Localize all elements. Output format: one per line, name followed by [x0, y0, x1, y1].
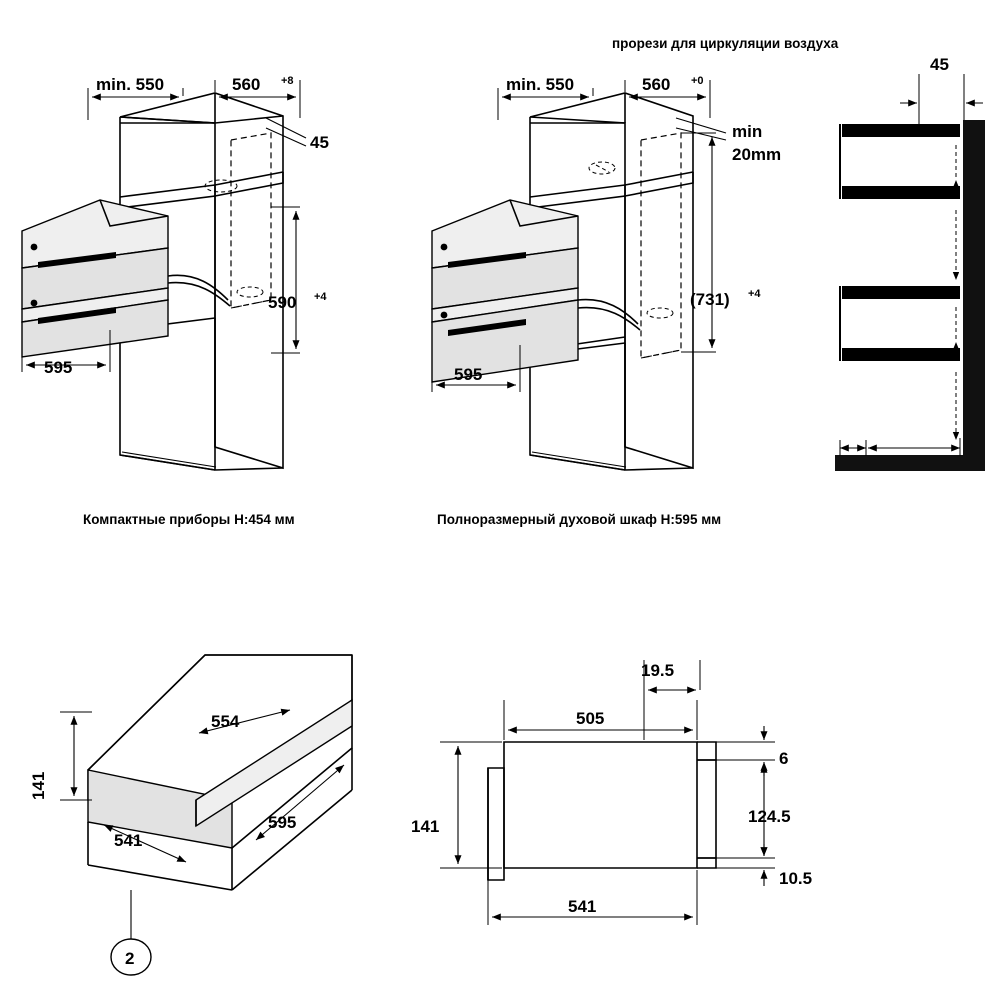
label-section-top-step: 6 [779, 749, 789, 768]
label-compact-appliance-width: 595 [44, 358, 73, 377]
label-compact-niche-tolerance: +4 [314, 291, 327, 303]
label-section-right-height: 124.5 [748, 807, 791, 826]
label-drawer-front-width: 595 [268, 813, 297, 832]
figure-compact-appliance [22, 75, 329, 527]
label-fullsize-appliance-width: 595 [454, 365, 483, 384]
label-fullsize-depth: 560 [642, 75, 671, 94]
balloon-number: 2 [125, 949, 135, 968]
label-section-inner-width: 505 [576, 709, 605, 728]
label-compact-niche-height: 590 [268, 293, 297, 312]
figure-fullsize-oven [432, 36, 839, 527]
figure-iso-drawer [29, 655, 352, 975]
label-compact-min-width: min. 550 [96, 75, 165, 94]
label-wall-top-dim: 45 [930, 55, 949, 74]
label-min-gap-line1: min [732, 122, 763, 141]
figure-wall-section [835, 55, 985, 471]
figure-front-section [411, 660, 812, 925]
label-fullsize-min-width: min. 550 [506, 75, 575, 94]
label-drawer-height: 141 [29, 771, 48, 800]
label-section-outer-width: 541 [568, 897, 597, 916]
label-fullsize-niche-tolerance: +4 [748, 288, 761, 300]
label-fullsize-niche-height: (731) [690, 290, 730, 309]
label-fullsize-depth-tolerance: +0 [691, 75, 704, 87]
label-section-bottom-step: 10.5 [779, 869, 813, 888]
label-drawer-front-depth: 541 [114, 831, 143, 850]
label-compact-gap: 45 [310, 133, 329, 152]
caption-fullsize-oven: Полноразмерный духовой шкаф H:595 мм [437, 512, 722, 527]
label-min-gap-line2: 20mm [732, 145, 782, 164]
caption-compact-appliance: Компактные приборы H:454 мм [83, 512, 295, 527]
label-air-circulation-note: прорези для циркуляции воздуха [612, 36, 839, 51]
label-compact-depth-tolerance: +8 [281, 75, 294, 87]
label-section-offset: 19.5 [641, 661, 675, 680]
label-compact-depth: 560 [232, 75, 261, 94]
label-drawer-inner-depth: 554 [211, 712, 240, 731]
label-section-height: 141 [411, 817, 440, 836]
